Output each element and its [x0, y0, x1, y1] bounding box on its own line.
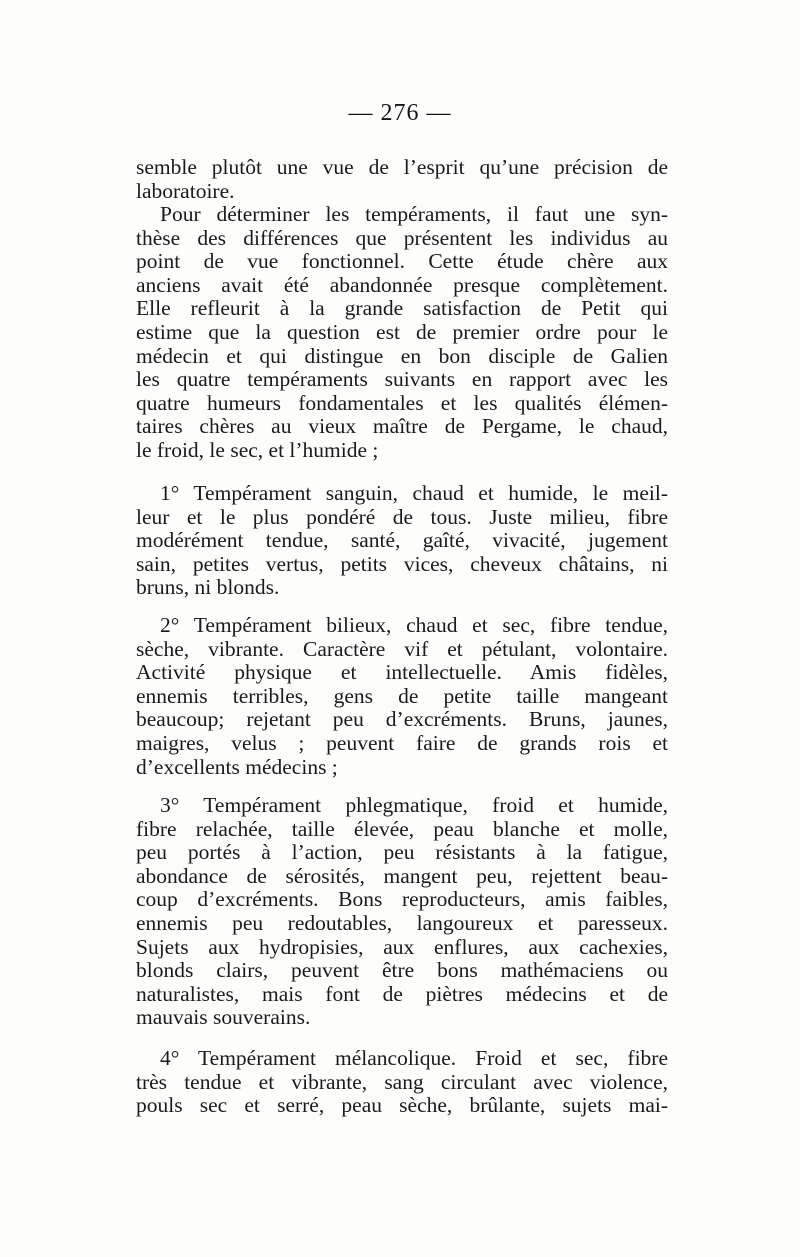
text-line: taires chères au vieux maître de Pergame, le chaud,	[136, 414, 668, 439]
text-line: beaucoup; rejetant peu d’excréments. Bruns, jaunes,	[136, 707, 668, 732]
text-line: modérément tendue, santé, gaîté, vivacité, jugement	[136, 528, 668, 553]
text-line: Activité physique et intellectuelle. Amis fidèles,	[136, 660, 668, 685]
text-line: anciens avait été abandonnée presque complètement.	[136, 272, 668, 297]
text-line: abondance de sérosités, mangent peu, rejettent beau-	[136, 863, 668, 888]
text-line: très tendue et vibrante, sang circulant avec violence,	[136, 1069, 668, 1094]
page-number: — 276 —	[348, 100, 452, 126]
text-line: coup d’excréments. Bons reproducteurs, amis faibles,	[136, 887, 668, 912]
text-line: quatre humeurs fondamentales et les qualités élémen-	[136, 390, 668, 415]
text-line: bruns, ni blonds.	[136, 575, 280, 600]
text-line: blonds clairs, peuvent être bons mathémaciens ou	[136, 958, 668, 983]
text-line: leur et le plus pondéré de tous. Juste milieu, fibre	[136, 504, 668, 529]
text-line: 4° Tempérament mélancolique. Froid et sec, fibre	[160, 1046, 668, 1070]
text-line: ennemis peu redoutables, langoureux et paresseux.	[136, 910, 668, 935]
paragraph-synthese	[136, 203, 668, 463]
text-line: d’excellents médecins ;	[136, 754, 338, 779]
text-line: Sujets aux hydropisies, aux enflures, aux cachexies,	[136, 934, 668, 959]
paragraph-temperament-melancolique	[136, 1047, 668, 1118]
text-line: peu portés à l’action, peu résistants à la fatigue,	[136, 840, 668, 865]
text-line: 2° Tempérament bilieux, chaud et sec, fibre tendue,	[160, 613, 668, 637]
text-line: les quatre tempéraments suivants en rapport avec les	[136, 367, 668, 392]
text-line: point de vue fonctionnel. Cette étude chère aux	[136, 249, 668, 274]
text-line: maigres, velus ; peuvent faire de grands rois et	[136, 730, 668, 755]
text-line: pouls sec et serré, peau sèche, brûlante, sujets mai-	[136, 1093, 668, 1118]
text-line: sèche, vibrante. Caractère vif et pétulant, volontaire.	[136, 636, 668, 661]
text-line: le froid, le sec, et l’humide ;	[136, 437, 379, 462]
text-line: 1° Tempérament sanguin, chaud et humide, le meil-	[160, 481, 668, 505]
text-line: thèse des différences que présentent les individus au	[136, 225, 668, 250]
text-line: estime que la question est de premier ordre pour le	[136, 319, 668, 344]
text-line: ennemis terribles, gens de petite taille mangeant	[136, 683, 668, 708]
text-line: semble plutôt une vue de l’esprit qu’une précision de	[136, 155, 668, 179]
text-line: naturalistes, mais font de piètres médecins et de	[136, 981, 668, 1006]
text-line: Pour déterminer les tempéraments, il faut une syn-	[160, 202, 668, 226]
paragraph-temperament-phlegmatique	[136, 794, 668, 1030]
text-line: mauvais souverains.	[136, 1005, 311, 1030]
text-line: 3° Tempérament phlegmatique, froid et humide,	[160, 793, 668, 817]
text-line: Elle refleurit à la grande satisfaction de Petit qui	[136, 296, 668, 321]
text-line: sain, petites vertus, petits vices, cheveux châtains, ni	[136, 551, 668, 576]
text-line: médecin et qui distingue en bon disciple de Galien	[136, 343, 668, 368]
paragraph-temperament-bilieux	[136, 614, 668, 779]
text-line: laboratoire.	[136, 178, 235, 203]
text-line: fibre relachée, taille élevée, peau blanche et molle,	[136, 816, 668, 841]
paragraph-intro-continuation	[136, 156, 668, 203]
paragraph-temperament-sanguin	[136, 482, 668, 600]
